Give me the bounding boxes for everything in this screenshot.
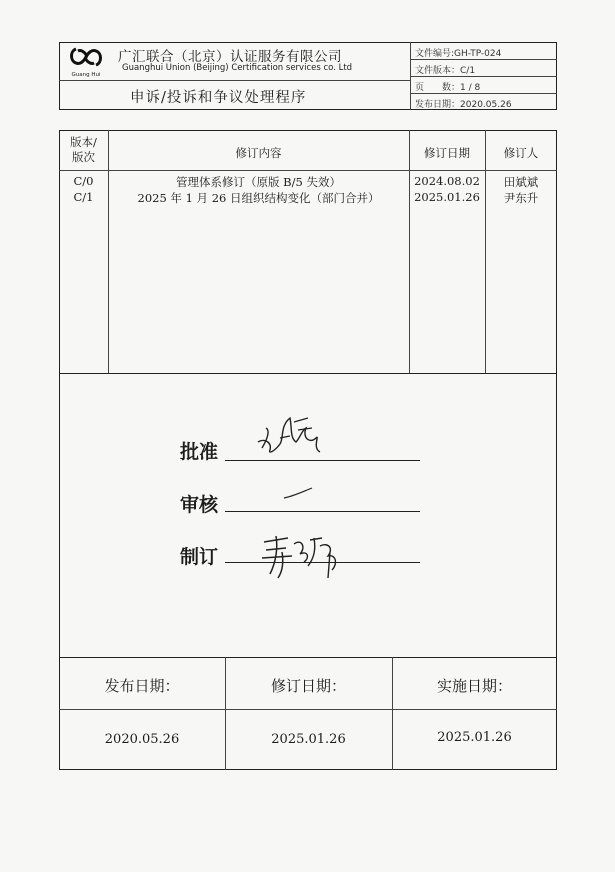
review-signature xyxy=(280,484,320,504)
meta-publish-date: 发布日期：2020.05.26 xyxy=(415,100,512,110)
meta-version: 文件版本：C/1 xyxy=(415,66,476,76)
document-title: 申诉/投诉和争议处理程序 xyxy=(130,90,307,106)
company-name-cn: 广汇联合（北京）认证服务有限公司 xyxy=(118,49,342,65)
publish-date-label: 发布日期： xyxy=(104,677,180,695)
revise-date-label: 修订日期： xyxy=(270,677,346,695)
row-2-person: 尹东升 xyxy=(503,191,539,205)
approve-line xyxy=(225,460,420,461)
meta-doc-number: 文件编号:GH-TP-024 xyxy=(415,49,502,59)
header-date: 修订日期 xyxy=(424,146,470,160)
revision-table-bottom xyxy=(59,373,557,374)
logo-text: Guang Hui xyxy=(71,72,101,78)
approve-signature xyxy=(250,408,340,460)
row-1-content: 管理体系修订（原版 B/5 失效） xyxy=(176,175,341,189)
revision-header-bottom xyxy=(59,170,557,171)
draft-label: 制订 xyxy=(180,546,219,568)
company-name-en: Guanghui Union (Beijing) Certification services co. Ltd xyxy=(122,63,353,73)
meta-pages: 页 数：1 / 8 xyxy=(415,83,481,93)
row-2-date: 2025.01.26 xyxy=(414,190,480,204)
row-2-content: 2025 年 1 月 26 日组织结构变化（部门合并） xyxy=(137,191,380,205)
header-content: 修订内容 xyxy=(235,146,282,160)
dates-middle xyxy=(59,709,557,710)
row-2-version: C/1 xyxy=(73,190,94,204)
row-1-person: 田斌斌 xyxy=(503,175,539,189)
publish-date-value: 2020.05.26 xyxy=(104,732,180,747)
header-title-divider xyxy=(59,80,410,81)
revise-date-value: 2025.01.26 xyxy=(271,732,346,747)
review-label: 审核 xyxy=(180,494,219,516)
row-1-version: C/0 xyxy=(73,174,94,188)
effective-date-label: 实施日期： xyxy=(436,677,512,695)
row-1-date: 2024.08.02 xyxy=(414,174,480,188)
dates-top xyxy=(59,657,557,658)
effective-date-value: 2025.01.26 xyxy=(437,730,512,745)
header-version: 版本/ 版次 xyxy=(70,135,97,164)
logo-mark-icon xyxy=(68,45,104,69)
review-line xyxy=(225,511,420,512)
company-logo xyxy=(68,45,104,77)
draft-signature xyxy=(258,528,348,584)
header-person: 修订人 xyxy=(503,146,539,160)
approve-label: 批准 xyxy=(180,441,219,463)
